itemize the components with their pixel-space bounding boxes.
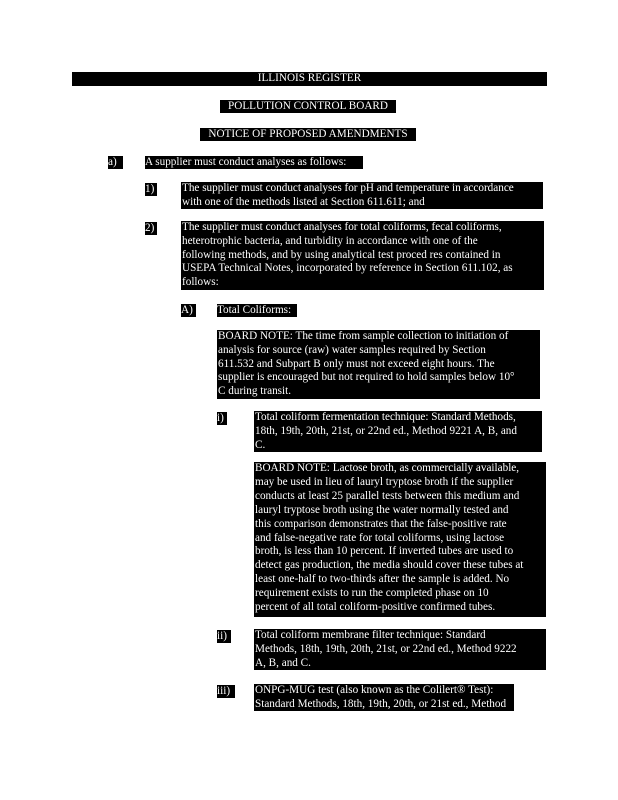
- item-A-label: A): [181, 304, 196, 317]
- item-i-line: Total coliform fermentation technique: Standard Methods,: [255, 411, 516, 423]
- board-note-2-line: may be used in lieu of lauryl tryptose broth if the supplier: [255, 475, 514, 488]
- board-note-2-line: percent of all total coliform-positive confirmed tubes.: [255, 601, 496, 614]
- item-i-line: C.: [255, 438, 266, 451]
- item-1-line: The supplier must conduct analyses for pH and temperature in accordance: [182, 182, 514, 194]
- board-header: [220, 100, 396, 113]
- item-ii-line: Total coliform membrane filter technique: Standard: [255, 629, 486, 641]
- item-2-text: [181, 221, 544, 290]
- item-ii-line: Methods, 18th, 19th, 20th, 21st, or 22nd ed., Method 9222: [255, 642, 517, 655]
- item-2-label: 2): [145, 222, 157, 235]
- item-iii-text: [254, 684, 514, 711]
- board-note-2-line: broth, is less than 10 percent. If inverted tubes are used to: [255, 545, 514, 558]
- item-ii-line: A, B, and C.: [255, 656, 311, 669]
- notice-title: NOTICE OF PROPOSED AMENDMENTS: [208, 128, 408, 140]
- board-note-2-line: this comparison demonstrates that the false-positive rate: [255, 517, 507, 530]
- item-i-text: [254, 411, 542, 452]
- board-note-2-line: BOARD NOTE: Lactose broth, as commercially available,: [255, 462, 520, 474]
- board-note-2-line: detect gas production, the media should cover these tubes at: [255, 559, 524, 572]
- board-note-1-line: 611.532 and Subpart B only must not exceed eight hours. The: [218, 357, 495, 370]
- item-1-label: 1): [145, 183, 157, 196]
- item-2-line: following methods, and by using analytical test proced res contained in: [182, 248, 501, 261]
- item-2-line: USEPA Technical Notes, incorporated by reference in Section 611.102, as: [182, 262, 513, 275]
- board-note-2: [254, 462, 546, 617]
- board-note-2-line: and false-negative rate for total coliforms, using lactose: [255, 531, 505, 544]
- board-note-1-line: BOARD NOTE: The time from sample collection to initiation of: [218, 330, 509, 342]
- register-header: [72, 72, 547, 86]
- notice-header: [200, 128, 416, 141]
- board-note-1-line: supplier is encouraged but not required to hold samples below 10°: [218, 371, 515, 384]
- item-2-line: heterotrophic bacteria, and turbidity in accordance with one of the: [182, 234, 478, 247]
- section-a-text: A supplier must conduct analyses as follows:: [145, 156, 363, 169]
- item-i-label: i): [217, 412, 227, 425]
- board-note-2-line: lauryl tryptose broth using the water normally tested and: [255, 503, 509, 516]
- board-note-1: [217, 330, 540, 399]
- board-note-2-line: least one-half to two-thirds after the sample is added. No: [255, 573, 510, 586]
- item-1-text: [181, 182, 543, 209]
- item-2-line: The supplier must conduct analyses for total coliforms, fecal coliforms,: [182, 221, 502, 233]
- board-note-1-line: analysis for source (raw) water samples required by Section: [218, 343, 486, 356]
- board-note-1-line: C during transit.: [218, 385, 292, 398]
- item-iii-label: iii): [217, 685, 235, 698]
- board-title: POLLUTION CONTROL BOARD: [228, 100, 388, 112]
- item-ii-label: ii): [217, 630, 231, 643]
- board-note-2-line: conducts at least 25 parallel tests between this medium and: [255, 489, 520, 502]
- item-i-line: 18th, 19th, 20th, 21st, or 22nd ed., Method 9221 A, B, and: [255, 424, 517, 437]
- item-ii-text: [254, 629, 546, 670]
- item-1-line: with one of the methods listed at Section 611.611; and: [182, 195, 425, 208]
- register-title: ILLINOIS REGISTER: [257, 72, 362, 84]
- item-2-line: follows:: [182, 276, 219, 289]
- item-iii-line: Standard Methods, 18th, 19th, 20th, or 21st ed., Method: [255, 697, 507, 710]
- board-note-2-line: requirement exists to run the completed phase on 10: [255, 587, 489, 600]
- item-A-text: Total Coliforms:: [217, 304, 297, 317]
- item-iii-line: ONPG-MUG test (also known as the Colilert® Test):: [255, 684, 494, 696]
- section-a-label: a): [108, 156, 123, 169]
